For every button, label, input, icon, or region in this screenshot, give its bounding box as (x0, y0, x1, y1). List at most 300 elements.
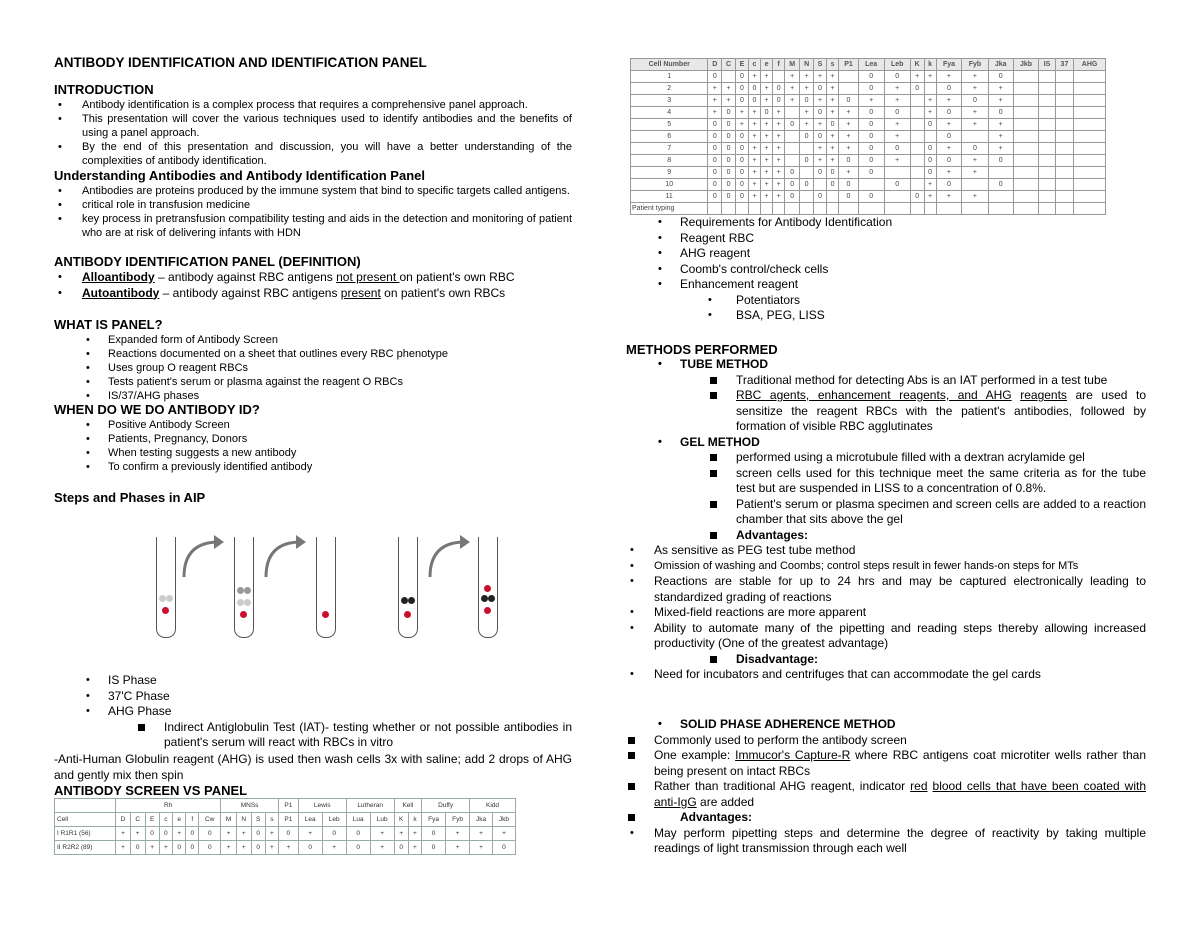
table-cell (1039, 155, 1055, 167)
table-cell (1074, 155, 1106, 167)
table-cell (785, 143, 800, 155)
table-cell: 0 (735, 83, 748, 95)
table-cell: 0 (858, 119, 884, 131)
table-header-cell: M (221, 813, 237, 827)
table-cell: 0 (346, 827, 370, 841)
table-cell: 0 (735, 95, 748, 107)
table-cell: + (773, 191, 785, 203)
table-header-cell: Leb (322, 813, 346, 827)
table-cell: 0 (988, 71, 1013, 83)
table-cell: 0 (988, 179, 1013, 191)
table-cell: + (761, 95, 773, 107)
table-cell (1074, 107, 1106, 119)
table-header-cell: Cell Number (631, 59, 708, 71)
table-header-cell: k (924, 59, 936, 71)
list-item: • Autoantibody – antibody against RBC antigens present on patient's own RBCs (54, 286, 572, 302)
table-cell: 0 (735, 167, 748, 179)
table-cell: 0 (827, 179, 839, 191)
table-cell (1055, 71, 1073, 83)
table-cell (1013, 131, 1039, 143)
table-cell: 0 (936, 179, 962, 191)
table-cell: + (735, 119, 748, 131)
table-cell: + (408, 841, 421, 855)
table-cell (1074, 143, 1106, 155)
table-cell: + (748, 131, 760, 143)
table-cell (910, 131, 924, 143)
table-cell: + (159, 841, 172, 855)
intro-list (54, 98, 572, 168)
table-cell: + (800, 119, 814, 131)
table-row (631, 203, 1106, 215)
table-cell: + (962, 71, 988, 83)
table-cell: 0 (492, 841, 515, 855)
tube-section (626, 357, 1146, 683)
table-row (55, 827, 516, 841)
list-item: • Reactions documented on a sheet that outlines every RBC phenotype (54, 347, 572, 361)
table-cell (1039, 143, 1055, 155)
list-item: performed using a microtubule filled with a dextran acrylamide gel (626, 450, 1146, 466)
table-cell (1013, 119, 1039, 131)
table-cell: + (394, 827, 408, 841)
list-item: • Need for incubators and centrifuges that can accommodate the gel cards (626, 667, 1146, 683)
table-cell (800, 167, 814, 179)
table-cell: 0 (773, 83, 785, 95)
table-cell: + (800, 83, 814, 95)
list-item: Rather than traditional AHG reagent, indicator red blood cells that have been coated with anti-IgG are added (626, 779, 1146, 810)
list-item: • Mixed-field reactions are more apparent (626, 605, 1146, 621)
table-cell (1055, 119, 1073, 131)
table-cell (839, 83, 859, 95)
table-cell (1055, 167, 1073, 179)
table-cell: 0 (722, 107, 736, 119)
table-cell: 0 (251, 841, 265, 855)
table-cell: 0 (145, 827, 159, 841)
table-cell: 0 (839, 179, 859, 191)
table-cell: + (722, 95, 736, 107)
list-item: • critical role in transfusion medicine (54, 198, 572, 212)
table-row (631, 83, 1106, 95)
table-cell: 0 (722, 155, 736, 167)
table-header-cell: E (735, 59, 748, 71)
table-cell: 0 (708, 71, 722, 83)
table-cell: + (735, 107, 748, 119)
table-cell (1039, 95, 1055, 107)
table-cell: + (910, 71, 924, 83)
table-cell: + (370, 841, 394, 855)
list-item: RBC agents, enhancement reagents, and AHG reagents are used to sensitize the reagent RBCs with the patient's antibodies, followed by formation of visible RBC agglutinates (626, 388, 1146, 435)
list-item: Indirect Antiglobulin Test (IAT)- testing whether or not possible antibodies in patient's serum will react with RBCs in vitro (54, 720, 572, 751)
table-header-cell: S (251, 813, 265, 827)
table-cell: 0 (130, 841, 145, 855)
table-cell: 0 (722, 167, 736, 179)
table-cell: 0 (251, 827, 265, 841)
list-item: • Omission of washing and Coombs; control steps result in fewer hands-on steps for MTs (626, 559, 1146, 575)
table-cell (910, 119, 924, 131)
table-cell: + (748, 167, 760, 179)
table-header-cell: C (130, 813, 145, 827)
table-cell: + (298, 827, 322, 841)
table-cell (1055, 191, 1073, 203)
methods-heading: METHODS PERFORMED (626, 342, 778, 357)
when-heading: WHEN DO WE DO ANTIBODY ID? (54, 402, 260, 417)
table-cell (785, 107, 800, 119)
phase-list (54, 673, 572, 751)
table-cell: + (761, 143, 773, 155)
table-row (631, 155, 1106, 167)
table-cell (910, 107, 924, 119)
table-header-cell: Jkb (492, 813, 515, 827)
table-cell: 0 (839, 95, 859, 107)
table-cell: + (761, 167, 773, 179)
list-item: • Antibodies are proteins produced by the immune system that bind to specific targets called antigens. (54, 184, 572, 198)
table-cell: 0 (800, 95, 814, 107)
table-row (631, 95, 1106, 107)
table-cell: + (761, 191, 773, 203)
table-cell: + (773, 155, 785, 167)
solid-section (626, 717, 1146, 857)
table-cell: 0 (884, 107, 910, 119)
table-cell: 0 (858, 71, 884, 83)
table-header-cell: N (236, 813, 251, 827)
table-cell: 0 (924, 143, 936, 155)
aip-figure (104, 507, 524, 669)
list-item: • By the end of this presentation and discussion, you will have a better understanding of the complexities of antibody identification. (54, 140, 572, 168)
table-cell: 0 (858, 155, 884, 167)
table-cell: 0 (186, 841, 199, 855)
table-cell: + (773, 143, 785, 155)
table-cell: 3 (631, 95, 708, 107)
table-row (631, 179, 1106, 191)
table-cell: + (785, 95, 800, 107)
table-cell: 0 (936, 155, 962, 167)
table-cell (1013, 179, 1039, 191)
solid-advantages-label: Advantages: (626, 810, 1146, 826)
table-row (631, 71, 1106, 83)
table-cell: + (839, 107, 859, 119)
list-item: • AHG reagent (626, 246, 1146, 262)
table-cell: 0 (839, 155, 859, 167)
requirements-list (626, 215, 1146, 324)
table-cell: + (748, 119, 760, 131)
list-item: • Tests patient's serum or plasma against the reagent O RBCs (54, 375, 572, 389)
table-cell (1055, 155, 1073, 167)
table-cell: + (884, 119, 910, 131)
table-cell: 0 (735, 143, 748, 155)
table-header-cell: N (800, 59, 814, 71)
understanding-list (54, 184, 572, 240)
table-header-cell: Leb (884, 59, 910, 71)
steps-heading: Steps and Phases in AIP (54, 490, 206, 505)
table-cell: 0 (800, 131, 814, 143)
list-item: Traditional method for detecting Abs is an IAT performed in a test tube (626, 373, 1146, 389)
list-item: • As sensitive as PEG test tube method (626, 543, 1146, 559)
table-cell: 0 (785, 119, 800, 131)
table-header-cell: c (159, 813, 172, 827)
test-tube-icon (316, 537, 336, 638)
table-cell (827, 191, 839, 203)
table-cell: + (813, 155, 826, 167)
table-cell (1055, 83, 1073, 95)
table-cell (1039, 83, 1055, 95)
table-cell: 0 (722, 191, 736, 203)
table-cell: + (827, 107, 839, 119)
table-header-cell: f (773, 59, 785, 71)
table-header-cell: S (813, 59, 826, 71)
table-cell: 0 (785, 167, 800, 179)
table-row (631, 167, 1106, 179)
table-cell: + (936, 143, 962, 155)
table-cell: + (708, 95, 722, 107)
table-cell: 0 (924, 155, 936, 167)
table-cell: + (748, 107, 760, 119)
table-cell: 0 (708, 167, 722, 179)
table-cell: 0 (199, 827, 221, 841)
table-header-cell: Fya (936, 59, 962, 71)
table-cell: 0 (735, 131, 748, 143)
table-cell: 8 (631, 155, 708, 167)
list-item: • Alloantibody – antibody against RBC antigens not present on patient's own RBC (54, 270, 572, 286)
table-cell: + (962, 191, 988, 203)
list-item: • AHG Phase (54, 704, 572, 720)
table-cell: + (962, 167, 988, 179)
table-cell (884, 191, 910, 203)
table-cell (1013, 71, 1039, 83)
table-cell (910, 143, 924, 155)
table-cell: + (236, 827, 251, 841)
table-cell: 0 (858, 143, 884, 155)
table-cell: + (827, 71, 839, 83)
definition-heading: ANTIBODY IDENTIFICATION PANEL (DEFINITION) (54, 254, 361, 269)
table-cell: + (839, 143, 859, 155)
table-cell: + (839, 131, 859, 143)
test-tube-icon (478, 537, 498, 638)
table-cell: 0 (936, 131, 962, 143)
table-cell: 0 (936, 107, 962, 119)
table-cell: 0 (173, 841, 186, 855)
table-cell: 0 (279, 827, 299, 841)
table-cell: + (884, 131, 910, 143)
list-item: • IS Phase (54, 673, 572, 689)
list-item: • BSA, PEG, LISS (626, 308, 1146, 324)
list-item: • This presentation will cover the various techniques used to identify antibodies and the benefits of using a panel approach. (54, 112, 572, 140)
table-cell: + (988, 83, 1013, 95)
table-cell: + (988, 95, 1013, 107)
table-cell: 0 (813, 191, 826, 203)
list-item: • Enhancement reagent (626, 277, 1146, 293)
table-cell: + (827, 131, 839, 143)
table-cell (1039, 71, 1055, 83)
table-header-cell: Fyb (962, 59, 988, 71)
understanding-heading: Understanding Antibodies and Antibody Identification Panel (54, 168, 425, 183)
table-header-cell: 37 (1055, 59, 1073, 71)
table-header-cell: Lub (370, 813, 394, 827)
table-cell (1055, 131, 1073, 143)
table-cell (785, 131, 800, 143)
table-cell: + (785, 83, 800, 95)
table-cell: 2 (631, 83, 708, 95)
table-cell (1055, 95, 1073, 107)
test-tube-icon (398, 537, 418, 638)
table-cell: 0 (735, 179, 748, 191)
table-cell: + (773, 179, 785, 191)
table-cell: + (708, 83, 722, 95)
table-cell: + (988, 131, 1013, 143)
table-header-cell: Jka (988, 59, 1013, 71)
table-cell (785, 155, 800, 167)
table-cell: + (839, 119, 859, 131)
table-cell (1074, 179, 1106, 191)
table-cell (910, 95, 924, 107)
table-cell (1039, 191, 1055, 203)
table-cell: + (988, 119, 1013, 131)
table-cell: + (988, 143, 1013, 155)
table-cell: + (839, 167, 859, 179)
table-cell: 0 (858, 83, 884, 95)
table-cell: 0 (858, 191, 884, 203)
table-cell: I R1R1 (56) (55, 827, 116, 841)
table-cell (924, 131, 936, 143)
table-cell: 0 (735, 71, 748, 83)
table-cell: 0 (422, 841, 446, 855)
curved-arrow-icon (256, 527, 316, 587)
table-cell: 0 (813, 107, 826, 119)
table-header-cell: Jka (470, 813, 493, 827)
table-cell: + (279, 841, 299, 855)
table-header-cell: K (394, 813, 408, 827)
list-item: • Reagent RBC (626, 231, 1146, 247)
table-cell (1013, 83, 1039, 95)
table-header-cell: E (145, 813, 159, 827)
table-cell: 5 (631, 119, 708, 131)
table-header-cell: P1 (839, 59, 859, 71)
table-cell: 0 (839, 191, 859, 203)
table-cell: + (884, 155, 910, 167)
table-cell: 0 (800, 179, 814, 191)
table-row (631, 191, 1106, 203)
table-cell: + (748, 71, 760, 83)
table-cell: + (936, 119, 962, 131)
table-cell: + (924, 179, 936, 191)
table-cell: 1 (631, 71, 708, 83)
table-header-cell: Lea (298, 813, 322, 827)
table-cell: 0 (735, 191, 748, 203)
table-cell: 0 (186, 827, 199, 841)
table-header-cell: P1 (279, 813, 299, 827)
table-header-cell: Fya (422, 813, 446, 827)
table-cell: 0 (708, 131, 722, 143)
table-cell: + (884, 95, 910, 107)
table-cell: + (884, 83, 910, 95)
table-header-cell: e (761, 59, 773, 71)
table-cell (839, 71, 859, 83)
table-cell: 0 (773, 95, 785, 107)
table-cell: 11 (631, 191, 708, 203)
table-cell: 0 (708, 191, 722, 203)
table-cell: 4 (631, 107, 708, 119)
table-cell: + (265, 841, 278, 855)
table-cell: II R2R2 (89) (55, 841, 116, 855)
table-cell (722, 71, 736, 83)
solid-heading: • SOLID PHASE ADHERENCE METHOD (626, 717, 1146, 733)
table-cell: 0 (422, 827, 446, 841)
table-cell: 0 (813, 131, 826, 143)
table-cell: 0 (708, 119, 722, 131)
table-cell: + (827, 83, 839, 95)
list-item: • Patients, Pregnancy, Donors (54, 432, 572, 446)
table-cell: + (924, 107, 936, 119)
table-cell: + (470, 827, 493, 841)
screen-table: Rh MNSs P1 Lewis Lutheran Kell Duffy Kidd Cell D C E c e f Cw M N S s P1 Lea Leb Lua Lub K k Fya Fyb Jka Jkb I R1R1 (56) + + 0 0 + 0 0 + + 0 + 0 + 0 0 + + + 0 + + + II R2R2 (89) + 0 + + 0 0 0 + + 0 + + 0 + 0 + 0 + 0 + + 0 (54, 798, 516, 855)
table-cell: + (962, 83, 988, 95)
table-cell (988, 167, 1013, 179)
table-cell: + (773, 107, 785, 119)
table-cell: 0 (159, 827, 172, 841)
table-cell (988, 191, 1013, 203)
list-item: • Requirements for Antibody Identification (626, 215, 1146, 231)
table-cell: + (773, 167, 785, 179)
table-header-cell: D (708, 59, 722, 71)
list-item: • May perform pipetting steps and determine the degree of reactivity by taking multiple readings of light transmission through each well (626, 826, 1146, 857)
table-cell: + (773, 131, 785, 143)
table-header-cell: IS (1039, 59, 1055, 71)
table-cell: 0 (800, 155, 814, 167)
table-cell: + (924, 191, 936, 203)
table-cell: 0 (722, 131, 736, 143)
table-cell (1013, 155, 1039, 167)
table-cell (910, 179, 924, 191)
table-cell: + (748, 143, 760, 155)
table-header-cell: k (408, 813, 421, 827)
table-cell: + (221, 827, 237, 841)
table-cell (1013, 167, 1039, 179)
table-cell (1074, 83, 1106, 95)
list-item: • Antibody identification is a complex process that requires a comprehensive panel approach. (54, 98, 572, 112)
table-cell: + (761, 179, 773, 191)
table-header-cell: c (748, 59, 760, 71)
definition-list (54, 270, 572, 301)
table-cell: + (130, 827, 145, 841)
list-item: • Reactions are stable for up to 24 hrs and may be captured electronically leading to standardized grading of reactions (626, 574, 1146, 605)
table-cell: + (748, 155, 760, 167)
table-cell (1055, 107, 1073, 119)
table-cell: + (470, 841, 493, 855)
list-item: screen cells used for this technique meet the same criteria as for the tube test but are suspended in LISS to a concentration of 0.8%. (626, 466, 1146, 497)
table-header-cell: Lua (346, 813, 370, 827)
table-cell: 0 (962, 143, 988, 155)
table-cell: 0 (988, 107, 1013, 119)
table-cell: 0 (884, 179, 910, 191)
list-item: • Ability to automate many of the pipetting and reading steps thereby allowing increased productivity (One of the greatest advantage) (626, 621, 1146, 652)
tube-heading: • TUBE METHOD (626, 357, 1146, 373)
list-item: Commonly used to perform the antibody screen (626, 733, 1146, 749)
table-cell (1039, 179, 1055, 191)
table-cell (1013, 191, 1039, 203)
table-cell: + (936, 191, 962, 203)
table-header-cell: K (910, 59, 924, 71)
list-item: Patient's serum or plasma specimen and screen cells are added to a reaction chamber that sits above the gel (626, 497, 1146, 528)
table-cell: + (785, 71, 800, 83)
table-cell: + (145, 841, 159, 855)
table-cell: 0 (708, 179, 722, 191)
test-tube-icon (234, 537, 254, 638)
table-cell (1039, 167, 1055, 179)
table-cell: 0 (748, 95, 760, 107)
page-title: ANTIBODY IDENTIFICATION AND IDENTIFICATION PANEL (54, 55, 427, 70)
table-cell (924, 83, 936, 95)
table-header-cell: M (785, 59, 800, 71)
table-cell: + (800, 107, 814, 119)
table-cell: 0 (346, 841, 370, 855)
